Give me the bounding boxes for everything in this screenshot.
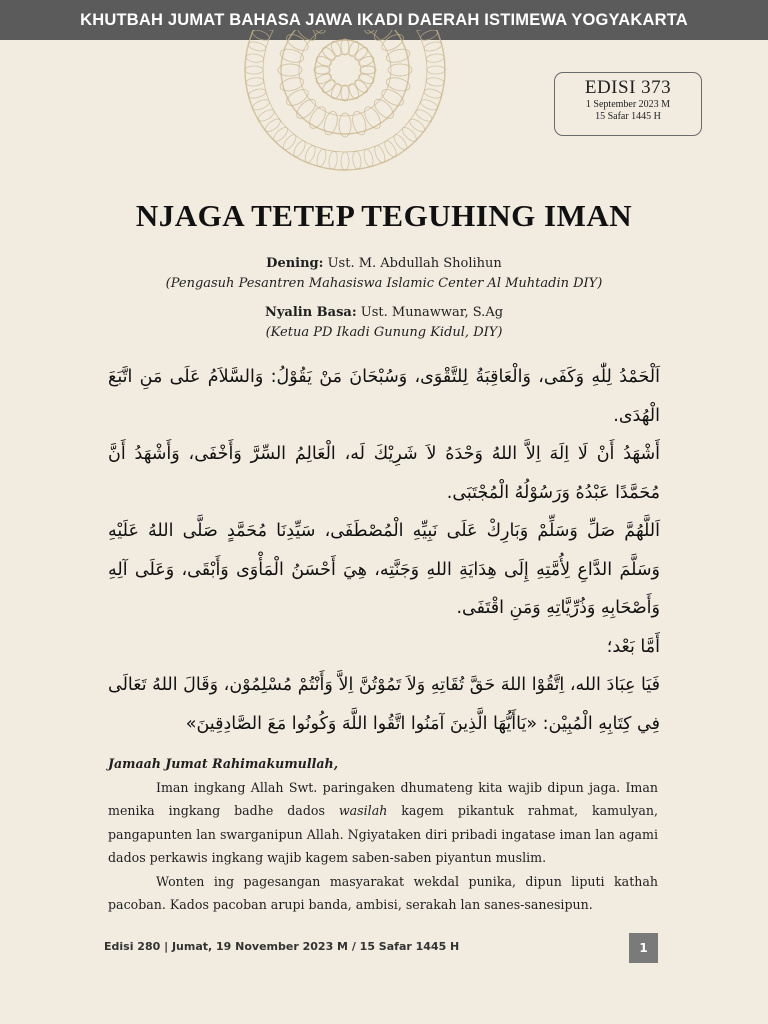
- author-line: [0, 256, 768, 271]
- translator-affiliation: [0, 325, 768, 340]
- edition-date-masehi: 1 September 2023 M: [585, 99, 671, 110]
- author-name: Ust. M. Abdullah Sholihun: [327, 256, 502, 271]
- paragraph-1-emphasis: wasilah: [338, 803, 388, 818]
- greeting: Jamaah Jumat Rahimakumullah,: [108, 756, 339, 771]
- edition-box: [554, 72, 702, 136]
- page-number: 1: [629, 933, 658, 963]
- edition-date-hijri: 15 Safar 1445 H: [595, 111, 661, 122]
- footer-text: Edisi 280 | Jumat, 19 November 2023 M / 15 Safar 1445 H: [104, 940, 460, 953]
- sermon-body: [108, 752, 658, 917]
- translator-label: Nyalin Basa:: [264, 305, 357, 320]
- author-affiliation-text: (Pengasuh Pesantren Mahasiswa Islamic Center Al Muhtadin DIY): [165, 276, 603, 291]
- paragraph-1-part-a: Iman ingkang Allah Swt. paringaken dhumateng kita wajib dipun jaga. Iman menika ingkang badhe dados: [108, 779, 658, 818]
- arabic-wasiat-taqwa: فَيَا عِبَادَ الله، اِتَّقُوْا اللهَ حَقَّ تُقَاتِهِ وَلاَ تَمُوْتُنَّ اِلاَّ وَأَنْتُمْ مُسْلِمُوْن، وَقَالَ اللهُ تَعَالَى فِي كِتَابِهِ الْمُبِيْن: «يَاأَيُّهَا الَّذِينَ آمَنُوا اتَّقُوا اللَّهَ وَكُونُوا مَعَ الصَّادِقِينَ»: [108, 675, 660, 734]
- mandala-ornament: [240, 30, 450, 180]
- author-label: Dening:: [266, 256, 324, 271]
- arabic-amma-bad: أَمَّا بَعْد؛: [606, 636, 660, 657]
- header-banner: KHUTBAH JUMAT BAHASA JAWA IKADI DAERAH ISTIMEWA YOGYAKARTA: [0, 0, 768, 40]
- translator-line: [0, 305, 768, 320]
- arabic-shalawat: اَللَّهُمَّ صَلِّ وَسَلِّمْ وَبَارِكْ عَلَى نَبِيِّهِ الْمُصْطَفَى، سَيِّدِنَا مُحَمَّدٍ صَلَّى اللهُ عَلَيْهِ وَسَلَّمَ الدَّاعِ لِأُمَّتِهِ إِلَى هِدَايَةِ اللهِ وَجَنَّتِه، هِيَ أَحْسَنُ الْمَأْوَى وَأَبْقَى، وَعَلَى آلِهِ وَأَصْحَابِهِ وَذُرِّيَّاتِهِ وَمَنِ اقْتَفَى.: [108, 521, 660, 618]
- translator-affiliation-text: (Ketua PD Ikadi Gunung Kidul, DIY): [265, 325, 503, 340]
- page-title: NJAGA TETEP TEGUHING IMAN: [135, 198, 633, 233]
- author-affiliation: [0, 276, 768, 291]
- paragraph-2: Wonten ing pagesangan masyarakat wekdal punika, dipun liputi kathah pacoban. Kados pacoban arupi banda, ambisi, serakah lan sanes-sanesipun.: [108, 873, 658, 912]
- arabic-hamdalah: اَلْحَمْدُ لِلّٰهِ وَكَفَى، وَالْعَاقِبَةُ لِلتَّقْوَى، وَسُبْحَانَ مَنْ يَقُوْلُ: وَالسَّلاَمُ عَلَى مَنِ اتَّبَعَ الْهُدَى.: [108, 367, 660, 426]
- paragraph-1-part-b: kagem pikantuk rahmat, kamulyan, pangapunten lan swarganipun Allah. Ngiyataken diri pribadi ingatase iman lan agami dados perkawis ingkang wajib kagem saben-saben piyantun muslim.: [108, 803, 658, 865]
- edition-label: EDISI 373: [584, 77, 672, 98]
- translator-name: Ust. Munawwar, S.Ag: [360, 305, 504, 320]
- arabic-opening: [108, 358, 660, 743]
- paragraph-1: [108, 776, 658, 870]
- arabic-syahadat: أَشْهَدُ أَنْ لَا اِلَهَ اِلاَّ اللهُ وَحْدَهُ لاَ شَرِيْكَ لَه، الْعَالِمُ السِّرَّ وَأَخْفَى، وَأَشْهَدُ أَنَّ مُحَمَّدًا عَبْدُهُ وَرَسُوْلُهُ الْمُجْتَبَى.: [108, 444, 660, 503]
